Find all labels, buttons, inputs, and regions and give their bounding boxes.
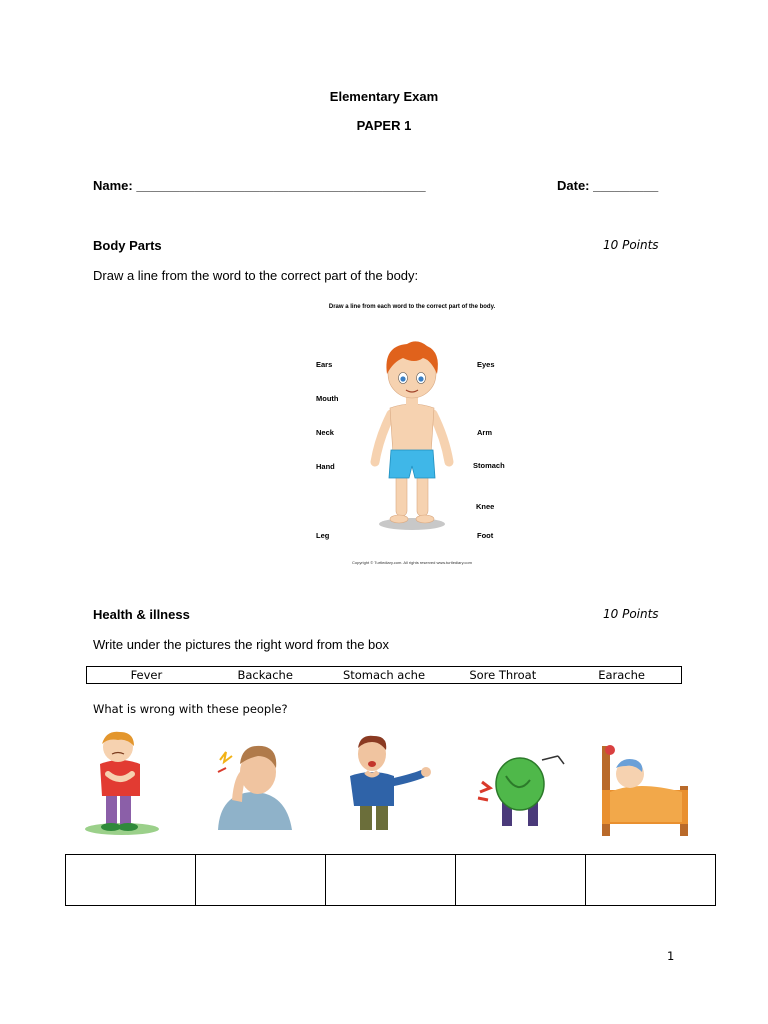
worksheet-word-ears: Ears bbox=[316, 360, 333, 369]
backache-figure-image bbox=[472, 752, 572, 830]
question-text: What is wrong with these people? bbox=[93, 702, 288, 716]
answer-cell-2[interactable] bbox=[196, 855, 326, 905]
section-instruction-health: Write under the pictures the right word from the box bbox=[93, 637, 390, 652]
worksheet-copyright: Copyright © Turtlediary.com. All rights reserved www.turtlediary.com bbox=[352, 560, 472, 565]
fever-child-in-bed-image bbox=[598, 742, 692, 840]
worksheet-word-hand: Hand bbox=[316, 462, 335, 471]
answer-cell-4[interactable] bbox=[456, 855, 586, 905]
section-title-body-parts: Body Parts bbox=[93, 238, 162, 253]
answer-cell-3[interactable] bbox=[326, 855, 456, 905]
section-points-health: 10 Points bbox=[603, 607, 659, 621]
word-earache: Earache bbox=[598, 668, 645, 682]
worksheet-word-foot: Foot bbox=[477, 531, 494, 540]
word-box bbox=[86, 666, 682, 684]
section-points-body-parts: 10 Points bbox=[603, 238, 659, 252]
name-label: Name: bbox=[93, 178, 133, 193]
word-fever: Fever bbox=[130, 668, 163, 682]
worksheet-word-neck: Neck bbox=[316, 428, 334, 437]
date-label: Date: bbox=[557, 178, 590, 193]
name-row bbox=[93, 178, 426, 193]
word-sore-throat: Sore Throat bbox=[469, 668, 537, 682]
word-backache: Backache bbox=[237, 668, 293, 682]
boy-body-illustration bbox=[367, 338, 457, 538]
worksheet-word-arm: Arm bbox=[477, 428, 493, 437]
date-line[interactable]: _________ bbox=[593, 178, 659, 193]
answer-cell-1[interactable] bbox=[66, 855, 196, 905]
worksheet-word-eyes: Eyes bbox=[477, 360, 495, 369]
word-stomach-ache: Stomach ache bbox=[342, 668, 426, 682]
exam-title: Elementary Exam bbox=[329, 89, 439, 104]
name-line[interactable]: ________________________________________ bbox=[136, 178, 426, 193]
answer-table bbox=[65, 854, 716, 906]
worksheet-word-knee: Knee bbox=[476, 502, 495, 511]
worksheet-word-leg: Leg bbox=[316, 531, 330, 540]
worksheet-heading: Draw a line from each word to the correct part of the body. bbox=[328, 304, 496, 310]
sore-throat-boy-image bbox=[344, 734, 436, 830]
section-title-health: Health & illness bbox=[93, 607, 190, 622]
worksheet-word-stomach: Stomach bbox=[473, 461, 505, 470]
earache-man-image bbox=[212, 742, 298, 830]
paper-number: PAPER 1 bbox=[356, 118, 412, 133]
page-number: 1 bbox=[667, 949, 675, 963]
answer-cell-5[interactable] bbox=[586, 855, 715, 905]
section-instruction-body-parts: Draw a line from the word to the correct part of the body: bbox=[93, 268, 419, 283]
worksheet-word-mouth: Mouth bbox=[316, 394, 339, 403]
stomach-ache-boy-image bbox=[82, 730, 162, 836]
date-row bbox=[557, 178, 658, 193]
body-parts-worksheet-image bbox=[297, 300, 527, 570]
